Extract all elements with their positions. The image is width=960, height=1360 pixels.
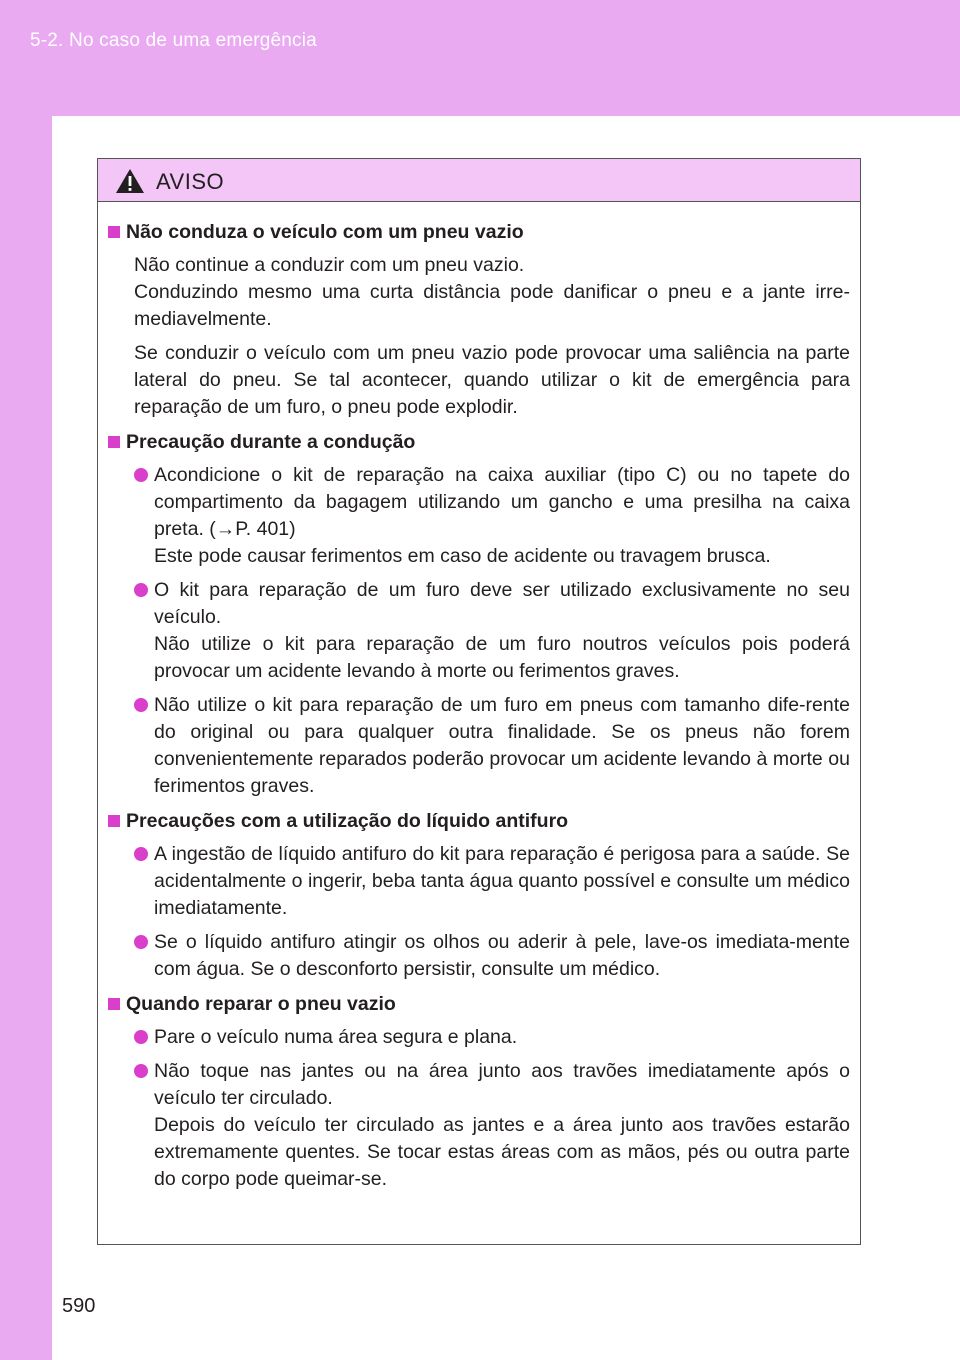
paragraph: Se conduzir o veículo com um pneu vazio pode provocar uma saliência na parte lateral do pneu. Se tal acontecer, quando utilizar o kit de emergência para reparação de um furo, o pneu pode explodir. <box>134 342 850 418</box>
bullet-dot-icon <box>134 1064 148 1078</box>
warning-header <box>98 159 860 202</box>
section-heading: Precaução durante a condução <box>108 428 850 456</box>
bullet-dot-icon <box>134 935 148 949</box>
bullet-item: Não toque nas jantes ou na área junto aos travões imediatamente após o veículo ter circulado. Depois do veículo ter circulado as jantes e a área junto aos travões estarão extremamente quentes. Se tocar estas áreas com as mãos, pés ou outra parte do corpo pode queimar-se. <box>134 1058 850 1193</box>
bullet-item: Acondicione o kit de reparação na caixa auxiliar (tipo C) ou no tapete do compartimento da bagagem utilizando um gancho e uma presilha na caixa preta. (→P. 401) Este pode causar ferimentos em caso de acidente ou travagem brusca. <box>134 462 850 570</box>
section-heading: Quando reparar o pneu vazio <box>108 990 850 1018</box>
warning-triangle-icon <box>115 168 145 194</box>
section-header: 5-2. No caso de uma emergência <box>30 30 317 51</box>
paragraph: Não continue a conduzir com um pneu vazio. Conduzindo mesmo uma curta distância pode danificar o pneu e a jante irre-mediavelmente. <box>134 254 850 330</box>
bullet-dot-icon <box>134 698 148 712</box>
side-band <box>0 116 52 1360</box>
square-bullet-icon <box>108 815 120 827</box>
bullet-dot-icon <box>134 1030 148 1044</box>
bullet-item: A ingestão de líquido antifuro do kit para reparação é perigosa para a saúde. Se acidentalmente o ingerir, beba tanta água quanto possível e consulte um médico imediatamente. <box>134 841 850 922</box>
bullet-dot-icon <box>134 847 148 861</box>
bullet-item: Não utilize o kit para reparação de um furo em pneus com tamanho dife-rente do original ou para qualquer outra finalidade. Se os pneus não forem convenientemente reparados poderão provocar um acidente levando à morte ou ferimentos graves. <box>134 692 850 800</box>
bullet-dot-icon <box>134 468 148 482</box>
page-number: 590 <box>62 1295 96 1317</box>
bullet-item: Pare o veículo numa área segura e plana. <box>134 1024 850 1051</box>
section-heading: Não conduza o veículo com um pneu vazio <box>108 218 850 246</box>
warning-title: AVISO <box>156 169 225 194</box>
section-heading: Precauções com a utilização do líquido antifuro <box>108 807 850 835</box>
header-band <box>0 0 960 116</box>
bullet-item: O kit para reparação de um furo deve ser utilizado exclusivamente no seu veículo. Não utilize o kit para reparação de um furo noutros veículos pois poderá provocar um acidente levando à morte ou ferimentos graves. <box>134 577 850 685</box>
warning-content <box>98 202 860 1193</box>
bullet-item: Se o líquido antifuro atingir os olhos ou aderir à pele, lave-os imediata-mente com água. Se o desconforto persistir, consulte um médico. <box>134 929 850 983</box>
square-bullet-icon <box>108 226 120 238</box>
square-bullet-icon <box>108 436 120 448</box>
warning-box <box>97 158 861 1245</box>
square-bullet-icon <box>108 998 120 1010</box>
bullet-dot-icon <box>134 583 148 597</box>
